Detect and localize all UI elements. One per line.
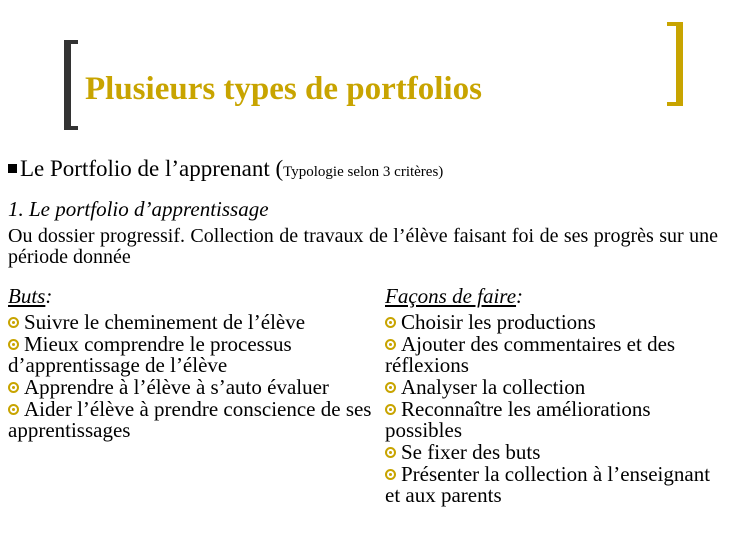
list-item: Choisir les productions [385,312,730,333]
ring-bullet-icon [8,382,19,393]
list-item: Apprendre à l’élève à s’auto évaluer [8,377,373,398]
ring-bullet-icon [8,317,19,328]
ring-bullet-icon [385,382,396,393]
ring-bullet-icon [385,339,396,350]
list-item: Analyser la collection [385,377,730,398]
main-bullet-note: Typologie selon 3 critères) [283,164,444,180]
ring-bullet-icon [385,469,396,480]
buts-column [8,284,373,442]
right-bracket-decoration [667,22,683,106]
section-heading: 1. Le portfolio d’apprentissage [8,197,269,221]
list-item: Se fixer des buts [385,442,730,463]
ring-bullet-icon [8,339,19,350]
buts-heading: Buts: [8,284,53,308]
list-item: Reconnaître les améliorations possibles [385,397,651,442]
main-bullet [8,157,443,180]
left-bracket-decoration [64,40,78,130]
slide-title: Plusieurs types de portfolios [85,71,482,107]
list-item: Présenter la collection à l’enseignant et aux parents [385,462,711,507]
ring-bullet-icon [385,404,396,415]
ring-bullet-icon [385,447,396,458]
facons-column [385,284,730,507]
list-item: Ajouter des commentaires et des réflexions [385,332,676,377]
section-description: Ou dossier progressif. Collection de travaux de l’élève faisant foi de ses progrès sur une période donnée [8,225,718,268]
ring-bullet-icon [385,317,396,328]
list-item: Mieux comprendre le processus d’apprentissage de l’élève [8,332,292,377]
list-item: Suivre le cheminement de l’élève [8,312,373,333]
main-bullet-text: Le Portfolio de l’apprenant ( [20,156,284,181]
facons-heading: Façons de faire: [385,284,524,308]
square-bullet-icon [8,164,17,173]
ring-bullet-icon [8,404,19,415]
list-item: Aider l’élève à prendre conscience de ses apprentissages [8,397,372,442]
